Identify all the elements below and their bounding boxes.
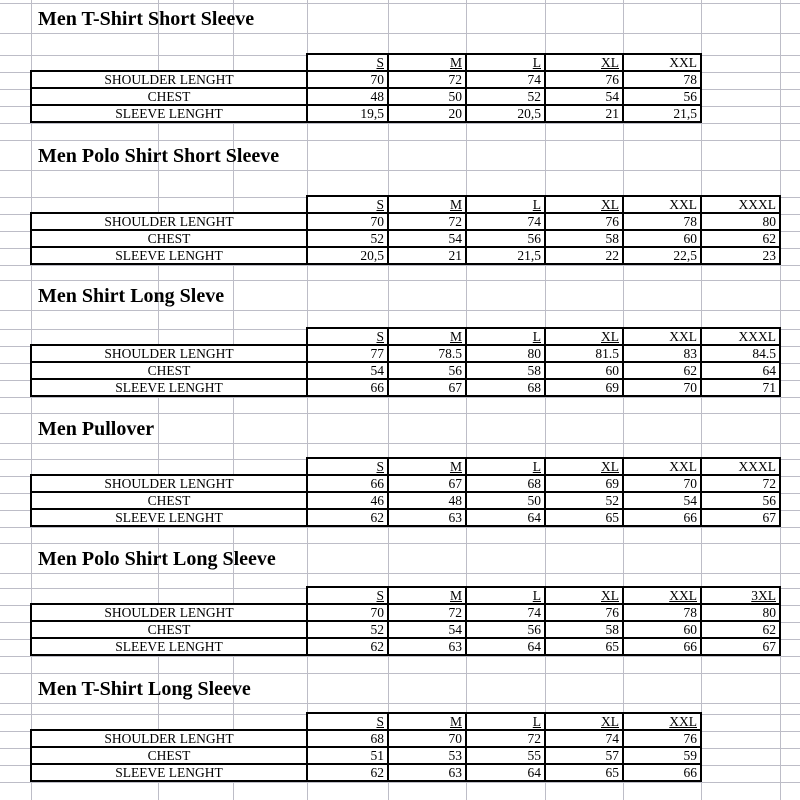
value-cell[interactable]: 65	[545, 764, 623, 781]
value-cell[interactable]: 22,5	[623, 247, 701, 264]
size-col-header-cell[interactable]	[545, 54, 623, 71]
value-cell[interactable]: 62	[307, 764, 388, 781]
value-cell[interactable]: 67	[701, 509, 780, 526]
value-cell[interactable]: 60	[623, 621, 701, 638]
value-cell[interactable]: 20,5	[466, 105, 545, 122]
value-cell[interactable]: 52	[307, 621, 388, 638]
value-cell[interactable]: 54	[307, 362, 388, 379]
value-cell[interactable]: 20	[388, 105, 466, 122]
size-col-header-label: S	[376, 588, 384, 603]
value-cell[interactable]: 23	[701, 247, 780, 264]
value-cell[interactable]: 52	[307, 230, 388, 247]
row-label-cell[interactable]: SHOULDER LENGHT	[31, 345, 307, 362]
row-label-cell[interactable]: SHOULDER LENGHT	[31, 213, 307, 230]
value-cell[interactable]: 56	[466, 230, 545, 247]
value-cell[interactable]: 80	[701, 213, 780, 230]
section-title[interactable]: Men Shirt Long Sleve	[38, 285, 225, 307]
size-col-header-cell[interactable]	[466, 713, 545, 730]
value-cell[interactable]: 62	[307, 638, 388, 655]
value-cell[interactable]: 83	[623, 345, 701, 362]
value-cell[interactable]: 21	[388, 247, 466, 264]
size-col-header-cell[interactable]	[388, 196, 466, 213]
row-label-cell[interactable]: SLEEVE LENGHT	[31, 509, 307, 526]
spacer-cell[interactable]	[31, 196, 307, 213]
value-cell[interactable]: 78	[623, 71, 701, 88]
size-col-header-label: L	[532, 459, 541, 474]
value-cell[interactable]: 72	[388, 213, 466, 230]
size-col-header-label: XXL	[669, 459, 697, 474]
size-col-header-label: M	[449, 588, 462, 603]
size-col-header-label: L	[532, 714, 541, 729]
size-col-header-cell[interactable]	[623, 328, 701, 345]
size-col-header-cell[interactable]	[388, 713, 466, 730]
value-cell[interactable]: 70	[307, 213, 388, 230]
size-col-header-cell[interactable]	[307, 713, 388, 730]
value-cell[interactable]: 64	[466, 509, 545, 526]
size-col-header-label: XL	[601, 714, 619, 729]
value-cell[interactable]: 66	[307, 379, 388, 396]
value-cell[interactable]: 71	[701, 379, 780, 396]
size-table	[30, 457, 781, 527]
size-col-header-label: M	[449, 55, 462, 70]
row-label-cell[interactable]: SHOULDER LENGHT	[31, 604, 307, 621]
value-cell[interactable]: 56	[701, 492, 780, 509]
size-col-header-cell[interactable]	[466, 54, 545, 71]
value-cell[interactable]: 70	[388, 730, 466, 747]
size-col-header-cell[interactable]	[388, 328, 466, 345]
value-cell[interactable]: 60	[545, 362, 623, 379]
size-col-header-label: S	[376, 459, 384, 474]
value-cell[interactable]: 21,5	[466, 247, 545, 264]
value-cell[interactable]: 60	[623, 230, 701, 247]
value-cell[interactable]: 19,5	[307, 105, 388, 122]
size-col-header-cell[interactable]	[545, 196, 623, 213]
value-cell[interactable]: 67	[388, 379, 466, 396]
size-col-header-label: XL	[601, 588, 619, 603]
section-title[interactable]: Men T-Shirt Long Sleeve	[38, 678, 251, 700]
size-col-header-label: 3XL	[751, 588, 776, 603]
value-cell[interactable]: 53	[388, 747, 466, 764]
size-col-header-cell[interactable]	[307, 54, 388, 71]
value-cell[interactable]: 55	[466, 747, 545, 764]
value-cell[interactable]: 62	[701, 230, 780, 247]
value-cell[interactable]: 52	[545, 492, 623, 509]
size-col-header-label: XXL	[669, 197, 697, 212]
grid-hline	[0, 265, 800, 266]
size-col-header-cell[interactable]	[307, 328, 388, 345]
value-cell[interactable]: 74	[466, 604, 545, 621]
spacer-cell[interactable]	[31, 458, 307, 475]
size-col-header-label: XXXL	[738, 197, 776, 212]
size-col-header-cell[interactable]	[701, 587, 780, 604]
size-col-header-cell[interactable]	[623, 713, 701, 730]
size-col-header-label: M	[449, 329, 462, 344]
value-cell[interactable]: 63	[388, 764, 466, 781]
size-col-header-cell[interactable]	[307, 458, 388, 475]
value-cell[interactable]: 56	[388, 362, 466, 379]
value-cell[interactable]: 58	[466, 362, 545, 379]
value-cell[interactable]: 64	[701, 362, 780, 379]
size-col-header-label: M	[449, 714, 462, 729]
size-col-header-label: L	[532, 55, 541, 70]
section-title[interactable]: Men T-Shirt Short Sleeve	[38, 8, 255, 30]
row-label-cell[interactable]: SHOULDER LENGHT	[31, 730, 307, 747]
value-cell[interactable]: 59	[623, 747, 701, 764]
value-cell[interactable]: 48	[388, 492, 466, 509]
value-cell[interactable]: 58	[545, 230, 623, 247]
row-label-cell[interactable]: CHEST	[31, 747, 307, 764]
value-cell[interactable]: 50	[388, 88, 466, 105]
value-cell[interactable]: 21,5	[623, 105, 701, 122]
value-cell[interactable]: 78.5	[388, 345, 466, 362]
size-col-header-cell[interactable]	[623, 196, 701, 213]
value-cell[interactable]: 65	[545, 509, 623, 526]
value-cell[interactable]: 72	[466, 730, 545, 747]
size-col-header-cell[interactable]	[466, 587, 545, 604]
value-cell[interactable]: 69	[545, 475, 623, 492]
value-cell[interactable]: 54	[388, 621, 466, 638]
value-cell[interactable]: 76	[545, 71, 623, 88]
row-label-cell[interactable]: SHOULDER LENGHT	[31, 71, 307, 88]
size-col-header-label: XL	[601, 197, 619, 212]
value-cell[interactable]: 70	[307, 71, 388, 88]
size-col-header-cell[interactable]	[701, 458, 780, 475]
size-col-header-label: XL	[601, 459, 619, 474]
size-col-header-label: S	[376, 197, 384, 212]
section-title[interactable]: Men Pullover	[38, 418, 155, 440]
row-label-cell[interactable]: SLEEVE LENGHT	[31, 247, 307, 264]
size-col-header-cell[interactable]	[701, 196, 780, 213]
value-cell[interactable]: 22	[545, 247, 623, 264]
size-table	[30, 327, 781, 397]
value-cell[interactable]: 54	[545, 88, 623, 105]
size-col-header-cell[interactable]	[545, 328, 623, 345]
value-cell[interactable]: 20,5	[307, 247, 388, 264]
value-cell[interactable]: 64	[466, 764, 545, 781]
value-cell[interactable]: 67	[701, 638, 780, 655]
grid-vline	[780, 0, 781, 800]
value-cell[interactable]: 70	[623, 379, 701, 396]
value-cell[interactable]: 63	[388, 638, 466, 655]
size-col-header-cell[interactable]	[545, 713, 623, 730]
size-col-header-cell[interactable]	[466, 328, 545, 345]
value-cell[interactable]: 84.5	[701, 345, 780, 362]
size-col-header-cell[interactable]	[623, 458, 701, 475]
grid-hline	[0, 527, 800, 528]
value-cell[interactable]: 67	[388, 475, 466, 492]
row-label-cell[interactable]: SLEEVE LENGHT	[31, 638, 307, 655]
value-cell[interactable]: 48	[307, 88, 388, 105]
grid-hline	[0, 123, 800, 124]
spacer-cell[interactable]	[31, 54, 307, 71]
size-col-header-cell[interactable]	[388, 458, 466, 475]
value-cell[interactable]: 58	[545, 621, 623, 638]
value-cell[interactable]: 68	[466, 379, 545, 396]
row-label-cell[interactable]: CHEST	[31, 621, 307, 638]
grid-hline	[0, 656, 800, 657]
row-label-cell[interactable]: SLEEVE LENGHT	[31, 105, 307, 122]
spacer-cell[interactable]	[31, 713, 307, 730]
value-cell[interactable]: 78	[623, 604, 701, 621]
value-cell[interactable]: 77	[307, 345, 388, 362]
spacer-cell[interactable]	[31, 587, 307, 604]
size-col-header-cell[interactable]	[623, 54, 701, 71]
value-cell[interactable]: 76	[545, 213, 623, 230]
row-label-cell[interactable]: SLEEVE LENGHT	[31, 379, 307, 396]
value-cell[interactable]: 46	[307, 492, 388, 509]
section-title[interactable]: Men Polo Shirt Short Sleeve	[38, 145, 280, 167]
value-cell[interactable]: 64	[466, 638, 545, 655]
size-col-header-label: XL	[601, 55, 619, 70]
value-cell[interactable]: 68	[307, 730, 388, 747]
size-col-header-label: XXL	[669, 588, 697, 603]
size-col-header-label: L	[532, 588, 541, 603]
section-title[interactable]: Men Polo Shirt Long Sleeve	[38, 548, 276, 570]
size-col-header-cell[interactable]	[307, 587, 388, 604]
size-col-header-label: XXXL	[738, 459, 776, 474]
size-col-header-cell[interactable]	[307, 196, 388, 213]
value-cell[interactable]: 62	[701, 621, 780, 638]
size-col-header-label: XXL	[669, 329, 697, 344]
row-label-cell[interactable]: SLEEVE LENGHT	[31, 764, 307, 781]
value-cell[interactable]: 78	[623, 213, 701, 230]
size-col-header-label: S	[376, 329, 384, 344]
row-label-cell[interactable]: CHEST	[31, 492, 307, 509]
value-cell[interactable]: 65	[545, 638, 623, 655]
value-cell[interactable]: 66	[623, 638, 701, 655]
size-col-header-label: XL	[601, 329, 619, 344]
value-cell[interactable]: 66	[623, 509, 701, 526]
value-cell[interactable]: 63	[388, 509, 466, 526]
value-cell[interactable]: 74	[466, 213, 545, 230]
size-col-header-label: M	[449, 197, 462, 212]
size-col-header-label: M	[449, 459, 462, 474]
size-table	[30, 712, 702, 782]
size-col-header-label: XXXL	[738, 329, 776, 344]
row-label-cell[interactable]: SHOULDER LENGHT	[31, 475, 307, 492]
row-label-cell[interactable]: CHEST	[31, 230, 307, 247]
value-cell[interactable]: 51	[307, 747, 388, 764]
size-table	[30, 195, 781, 265]
value-cell[interactable]: 81.5	[545, 345, 623, 362]
spacer-cell[interactable]	[31, 328, 307, 345]
value-cell[interactable]: 69	[545, 379, 623, 396]
grid-hline	[0, 397, 800, 398]
size-col-header-cell[interactable]	[388, 587, 466, 604]
value-cell[interactable]: 76	[623, 730, 701, 747]
size-col-header-label: XXL	[669, 55, 697, 70]
value-cell[interactable]: 76	[545, 604, 623, 621]
size-col-header-cell[interactable]	[701, 328, 780, 345]
value-cell[interactable]: 62	[623, 362, 701, 379]
value-cell[interactable]: 57	[545, 747, 623, 764]
size-col-header-label: L	[532, 329, 541, 344]
size-col-header-cell[interactable]	[545, 458, 623, 475]
size-col-header-label: S	[376, 714, 384, 729]
value-cell[interactable]: 66	[623, 764, 701, 781]
size-col-header-label: XXL	[669, 714, 697, 729]
value-cell[interactable]: 74	[466, 71, 545, 88]
value-cell[interactable]: 74	[545, 730, 623, 747]
value-cell[interactable]: 72	[388, 71, 466, 88]
value-cell[interactable]: 70	[307, 604, 388, 621]
size-col-header-label: L	[532, 197, 541, 212]
size-col-header-cell[interactable]	[466, 196, 545, 213]
size-table	[30, 586, 781, 656]
value-cell[interactable]: 66	[307, 475, 388, 492]
value-cell[interactable]: 62	[307, 509, 388, 526]
grid-hline	[0, 782, 800, 783]
value-cell[interactable]: 21	[545, 105, 623, 122]
value-cell[interactable]: 80	[701, 604, 780, 621]
value-cell[interactable]: 80	[466, 345, 545, 362]
row-label-cell[interactable]: CHEST	[31, 88, 307, 105]
size-table	[30, 53, 702, 123]
value-cell[interactable]: 50	[466, 492, 545, 509]
size-col-header-label: S	[376, 55, 384, 70]
size-col-header-cell[interactable]	[623, 587, 701, 604]
size-col-header-cell[interactable]	[388, 54, 466, 71]
value-cell[interactable]: 52	[466, 88, 545, 105]
size-col-header-cell[interactable]	[466, 458, 545, 475]
value-cell[interactable]: 70	[623, 475, 701, 492]
value-cell[interactable]: 54	[623, 492, 701, 509]
row-label-cell[interactable]: CHEST	[31, 362, 307, 379]
value-cell[interactable]: 72	[388, 604, 466, 621]
value-cell[interactable]: 54	[388, 230, 466, 247]
value-cell[interactable]: 72	[701, 475, 780, 492]
value-cell[interactable]: 68	[466, 475, 545, 492]
value-cell[interactable]: 56	[466, 621, 545, 638]
size-col-header-cell[interactable]	[545, 587, 623, 604]
value-cell[interactable]: 56	[623, 88, 701, 105]
